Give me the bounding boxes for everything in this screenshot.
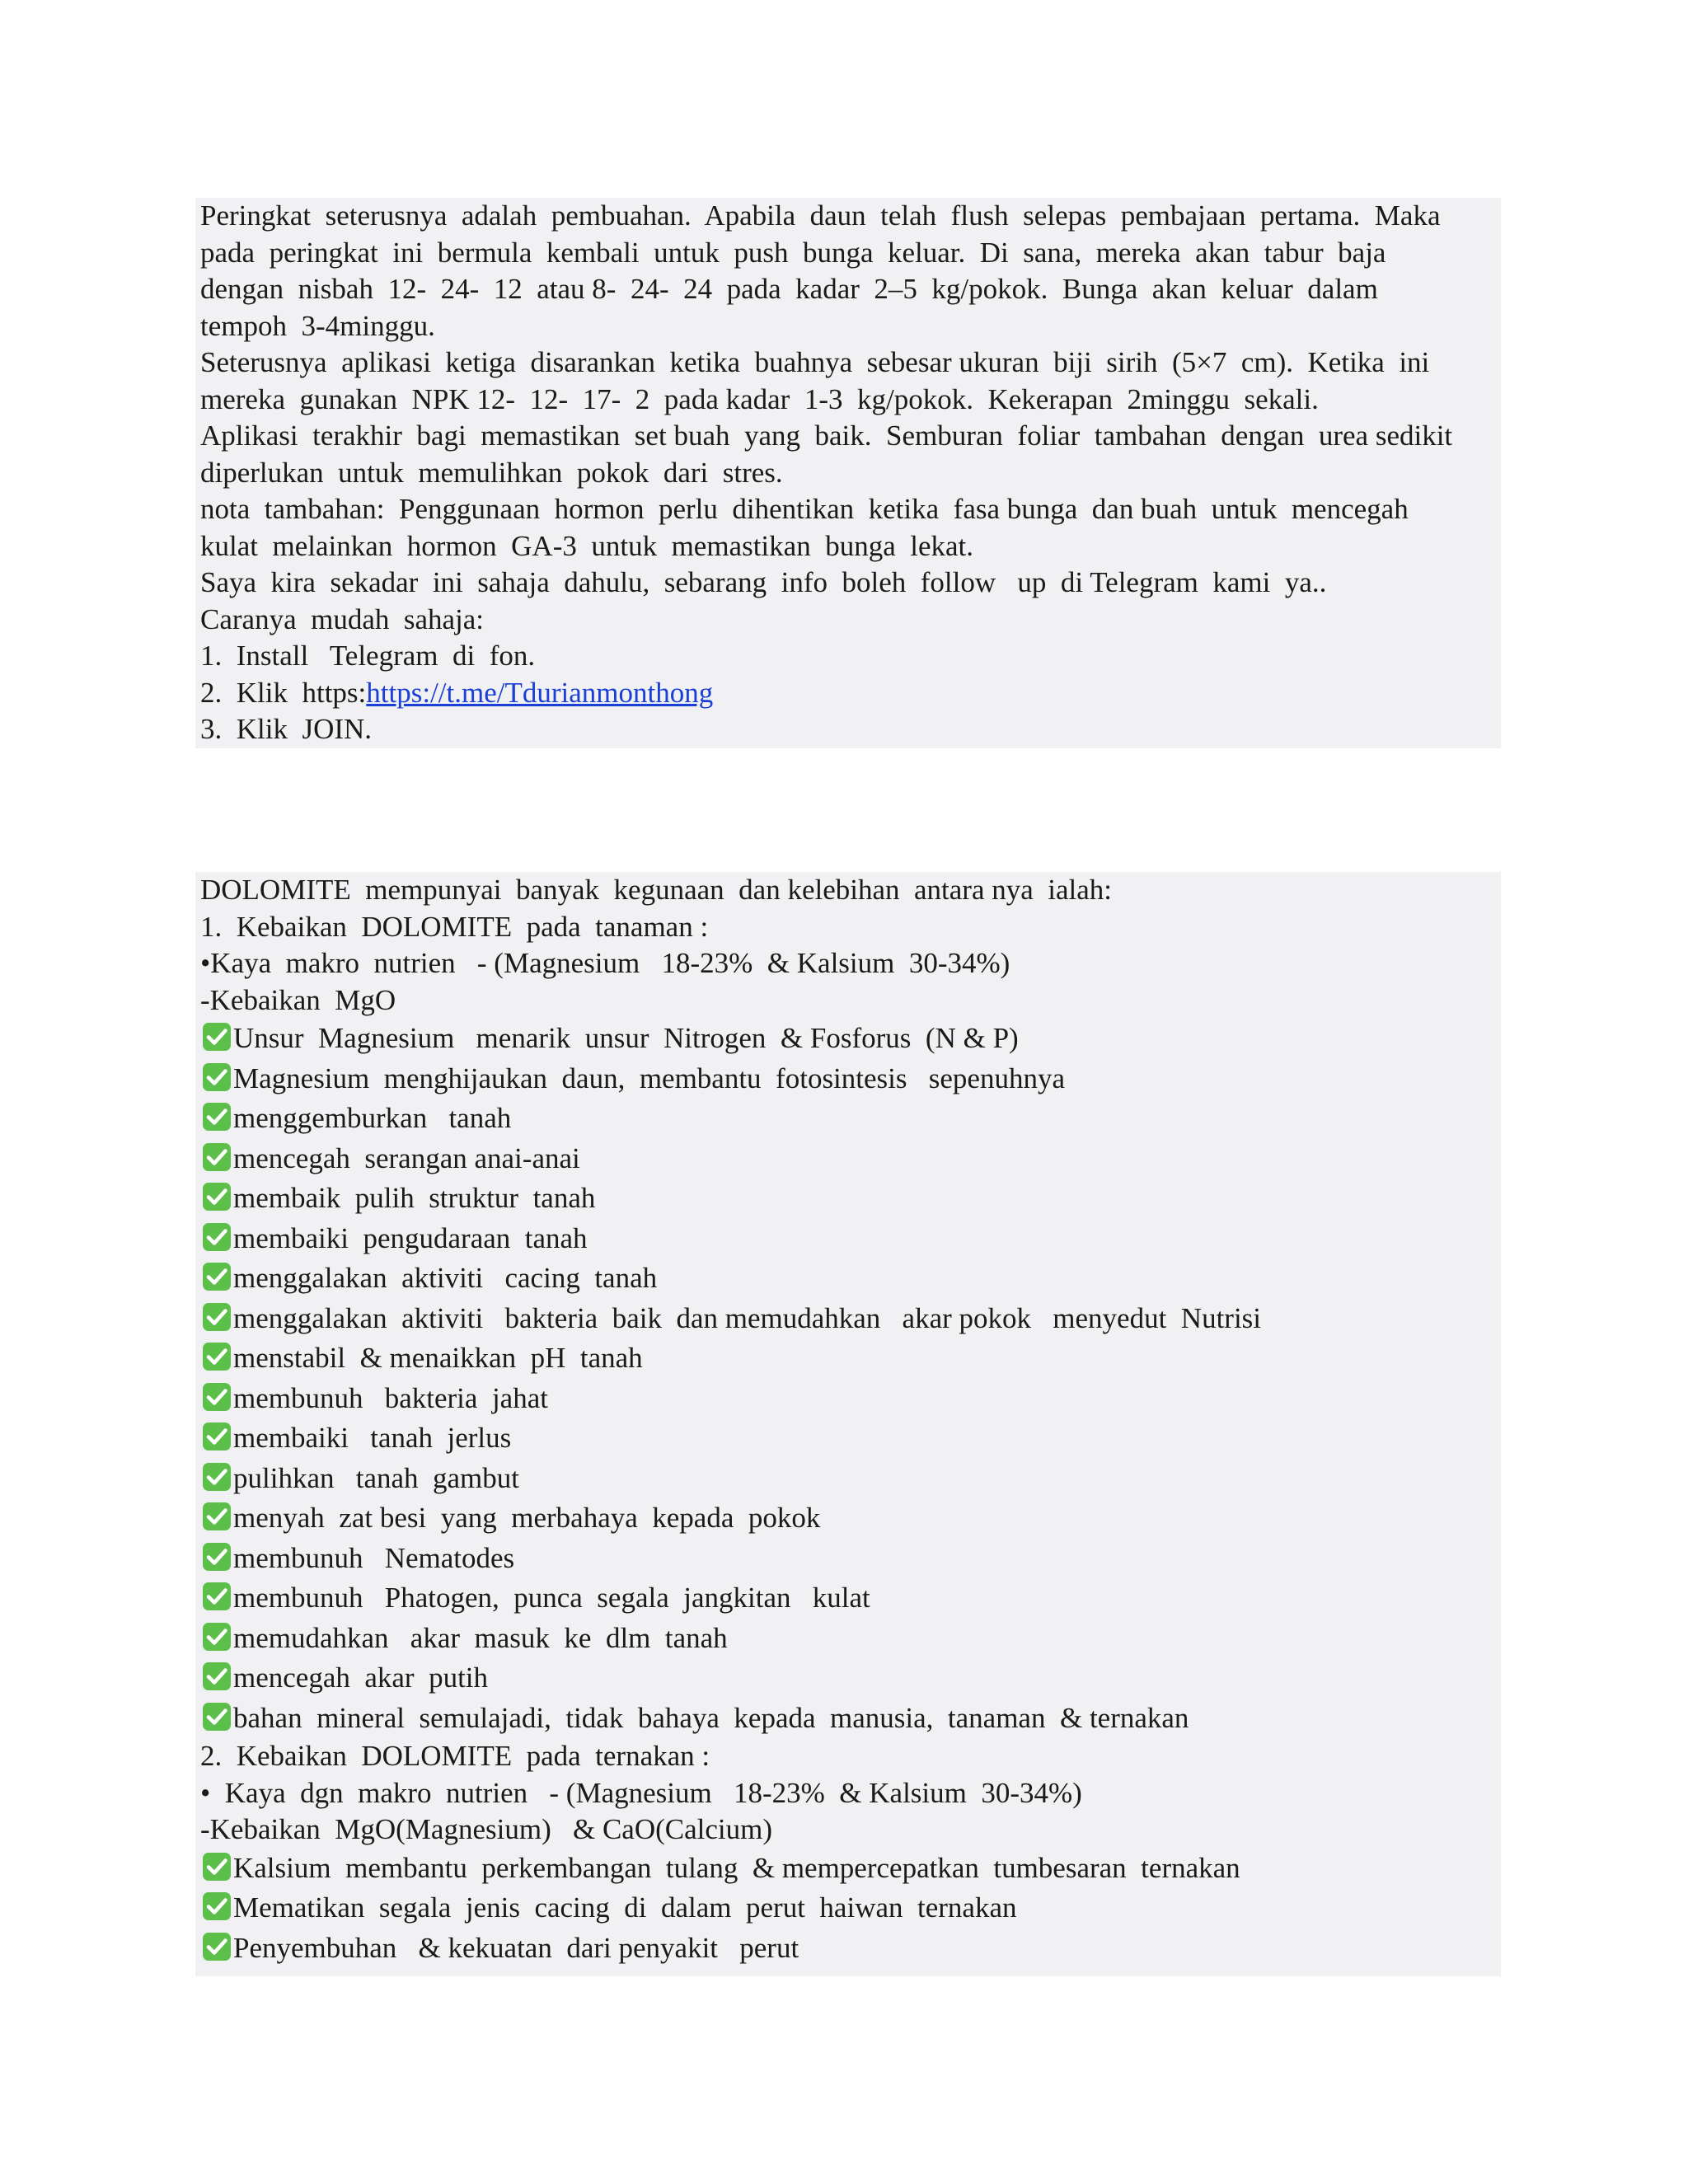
text-line: DOLOMITE mempunyai banyak kegunaan dan kelebihan antara nya ialah: xyxy=(200,874,1113,906)
section-fertilizer-text xyxy=(200,198,1496,675)
section-fertilizer-stages xyxy=(195,198,1501,748)
text-line: 1. Install Telegram di fon. xyxy=(200,640,536,672)
check-mark-button-icon xyxy=(202,1891,232,1921)
list-item xyxy=(200,1418,1496,1459)
list-item-text: menstabil & menaikkan pH tanah xyxy=(233,1342,643,1374)
list-item xyxy=(200,1699,1496,1739)
text-line: nota tambahan: Penggunaan hormon perlu dihentikan ketika fasa bunga dan buah untuk mencegah xyxy=(200,493,1409,525)
list-item-text: mencegah akar putih xyxy=(233,1661,489,1694)
telegram-step-3: 3. Klik JOIN. xyxy=(200,713,373,745)
dolomite-plant-benefits-list xyxy=(200,1019,1496,1738)
list-item xyxy=(200,1338,1496,1379)
text-line: Caranya mudah sahaja: xyxy=(200,602,485,635)
text-line: 1. Kebaikan DOLOMITE pada tanaman : xyxy=(200,910,709,943)
list-item-text: menggalakan aktiviti cacing tanah xyxy=(233,1262,658,1294)
list-item-text: Unsur Magnesium menarik unsur Nitrogen & Fosforus (N & P) xyxy=(233,1022,1019,1054)
text-line: 2. Kebaikan DOLOMITE pada ternakan : xyxy=(200,1740,710,1772)
list-item xyxy=(200,1578,1496,1619)
telegram-step-2 xyxy=(200,675,1496,712)
list-item xyxy=(200,1379,1496,1419)
check-mark-button-icon xyxy=(202,1661,232,1691)
text-line: •Kaya makro nutrien - (Magnesium 18-23% & Kalsium 30-34%) xyxy=(200,947,1010,979)
list-item xyxy=(200,1258,1496,1299)
text-line: kulat melainkan hormon GA-3 untuk memastikan bunga lekat. xyxy=(200,529,973,562)
list-item-text: Kalsium membantu perkembangan tulang & mempercepatkan tumbesaran ternakan xyxy=(233,1851,1240,1884)
list-item-text: menyah zat besi yang merbahaya kepada pokok xyxy=(233,1502,821,1534)
list-item-text: membunuh bakteria jahat xyxy=(233,1381,548,1414)
text-line: -Kebaikan MgO(Magnesium) & CaO(Calcium) xyxy=(200,1813,773,1845)
check-mark-button-icon xyxy=(202,1502,232,1531)
list-item xyxy=(200,1139,1496,1179)
list-item-text: memudahkan akar masuk ke dlm tanah xyxy=(233,1621,728,1654)
list-item-text: bahan mineral semulajadi, tidak bahaya kepada manusia, tanaman & ternakan xyxy=(233,1701,1189,1734)
telegram-step-2-prefix: 2. Klik https: xyxy=(200,676,367,709)
check-mark-button-icon xyxy=(202,1932,232,1961)
list-item-text: membunuh Nematodes xyxy=(233,1541,515,1574)
list-item xyxy=(200,1888,1496,1929)
text-line: -Kebaikan MgO xyxy=(200,983,396,1016)
text-line: Saya kira sekadar ini sahaja dahulu, sebarang info boleh follow up di Telegram kami ya.. xyxy=(200,566,1327,598)
list-item-text: membaiki tanah jerlus xyxy=(233,1422,512,1454)
list-item xyxy=(200,1299,1496,1339)
list-item-text: menggemburkan tanah xyxy=(233,1102,512,1134)
list-item-text: Mematikan segala jenis cacing di dalam perut haiwan ternakan xyxy=(233,1891,1017,1924)
text-line: dengan nisbah 12- 24- 12 atau 8- 24- 24 pada kadar 2–5 kg/pokok. Bunga akan keluar dalam xyxy=(200,273,1378,305)
text-line: Seterusnya aplikasi ketiga disarankan ketika buahnya sebesar ukuran biji sirih (5×7 cm). Ketika ini xyxy=(200,346,1430,378)
check-mark-button-icon xyxy=(202,1062,232,1092)
check-mark-button-icon xyxy=(202,1182,232,1212)
check-mark-button-icon xyxy=(202,1222,232,1252)
dolomite-livestock-intro xyxy=(200,1738,1496,1849)
check-mark-button-icon xyxy=(202,1302,232,1332)
list-item xyxy=(200,1498,1496,1539)
check-mark-button-icon xyxy=(202,1342,232,1371)
list-item-text: Magnesium menghijaukan daun, membantu fotosintesis sepenuhnya xyxy=(233,1062,1065,1094)
check-mark-button-icon xyxy=(202,1422,232,1451)
list-item xyxy=(200,1179,1496,1219)
list-item-text: Penyembuhan & kekuatan dari penyakit perut xyxy=(233,1931,799,1964)
list-item xyxy=(200,1019,1496,1059)
check-mark-button-icon xyxy=(202,1542,232,1572)
list-item-text: membaik pulih struktur tanah xyxy=(233,1182,596,1214)
text-line: Peringkat seterusnya adalah pembuahan. Apabila daun telah flush selepas pembajaan pertama. Maka xyxy=(200,199,1441,232)
text-line: tempoh 3-4minggu. xyxy=(200,309,435,342)
check-mark-button-icon xyxy=(202,1622,232,1652)
check-mark-button-icon xyxy=(202,1462,232,1492)
telegram-link[interactable]: https://t.me/Tdurianmonthong xyxy=(366,676,714,709)
check-mark-button-icon xyxy=(202,1102,232,1132)
check-mark-button-icon xyxy=(202,1582,232,1611)
text-line: diperlukan untuk memulihkan pokok dari stres. xyxy=(200,456,783,489)
list-item xyxy=(200,1929,1496,1969)
dolomite-livestock-benefits-list xyxy=(200,1849,1496,1969)
check-mark-button-icon xyxy=(202,1382,232,1412)
section-dolomite-benefits xyxy=(195,872,1501,1976)
list-item-text: membunuh Phatogen, punca segala jangkitan kulat xyxy=(233,1582,870,1614)
check-mark-button-icon xyxy=(202,1022,232,1052)
list-item xyxy=(200,1099,1496,1139)
check-mark-button-icon xyxy=(202,1262,232,1291)
text-line: Aplikasi terakhir bagi memastikan set buah yang baik. Semburan foliar tambahan dengan urea sedikit xyxy=(200,419,1453,452)
text-line: • Kaya dgn makro nutrien - (Magnesium 18-23% & Kalsium 30-34%) xyxy=(200,1776,1082,1809)
text-line: pada peringkat ini bermula kembali untuk push bunga keluar. Di sana, mereka akan tabur baja xyxy=(200,236,1386,269)
list-item-text: mencegah serangan anai-anai xyxy=(233,1141,580,1174)
check-mark-button-icon xyxy=(202,1702,232,1732)
list-item-text: pulihkan tanah gambut xyxy=(233,1461,520,1494)
list-item xyxy=(200,1658,1496,1699)
list-item-text: membaiki pengudaraan tanah xyxy=(233,1221,588,1254)
check-mark-button-icon xyxy=(202,1142,232,1172)
list-item xyxy=(200,1459,1496,1499)
text-line: mereka gunakan NPK 12- 12- 17- 2 pada kadar 1-3 kg/pokok. Kekerapan 2minggu sekali. xyxy=(200,382,1319,415)
dolomite-intro xyxy=(200,872,1496,1019)
check-mark-button-icon xyxy=(202,1852,232,1882)
list-item xyxy=(200,1539,1496,1579)
list-item xyxy=(200,1619,1496,1659)
list-item xyxy=(200,1849,1496,1889)
list-item-text: menggalakan aktiviti bakteria baik dan memudahkan akar pokok menyedut Nutrisi xyxy=(233,1301,1262,1334)
list-item xyxy=(200,1059,1496,1099)
list-item xyxy=(200,1219,1496,1259)
